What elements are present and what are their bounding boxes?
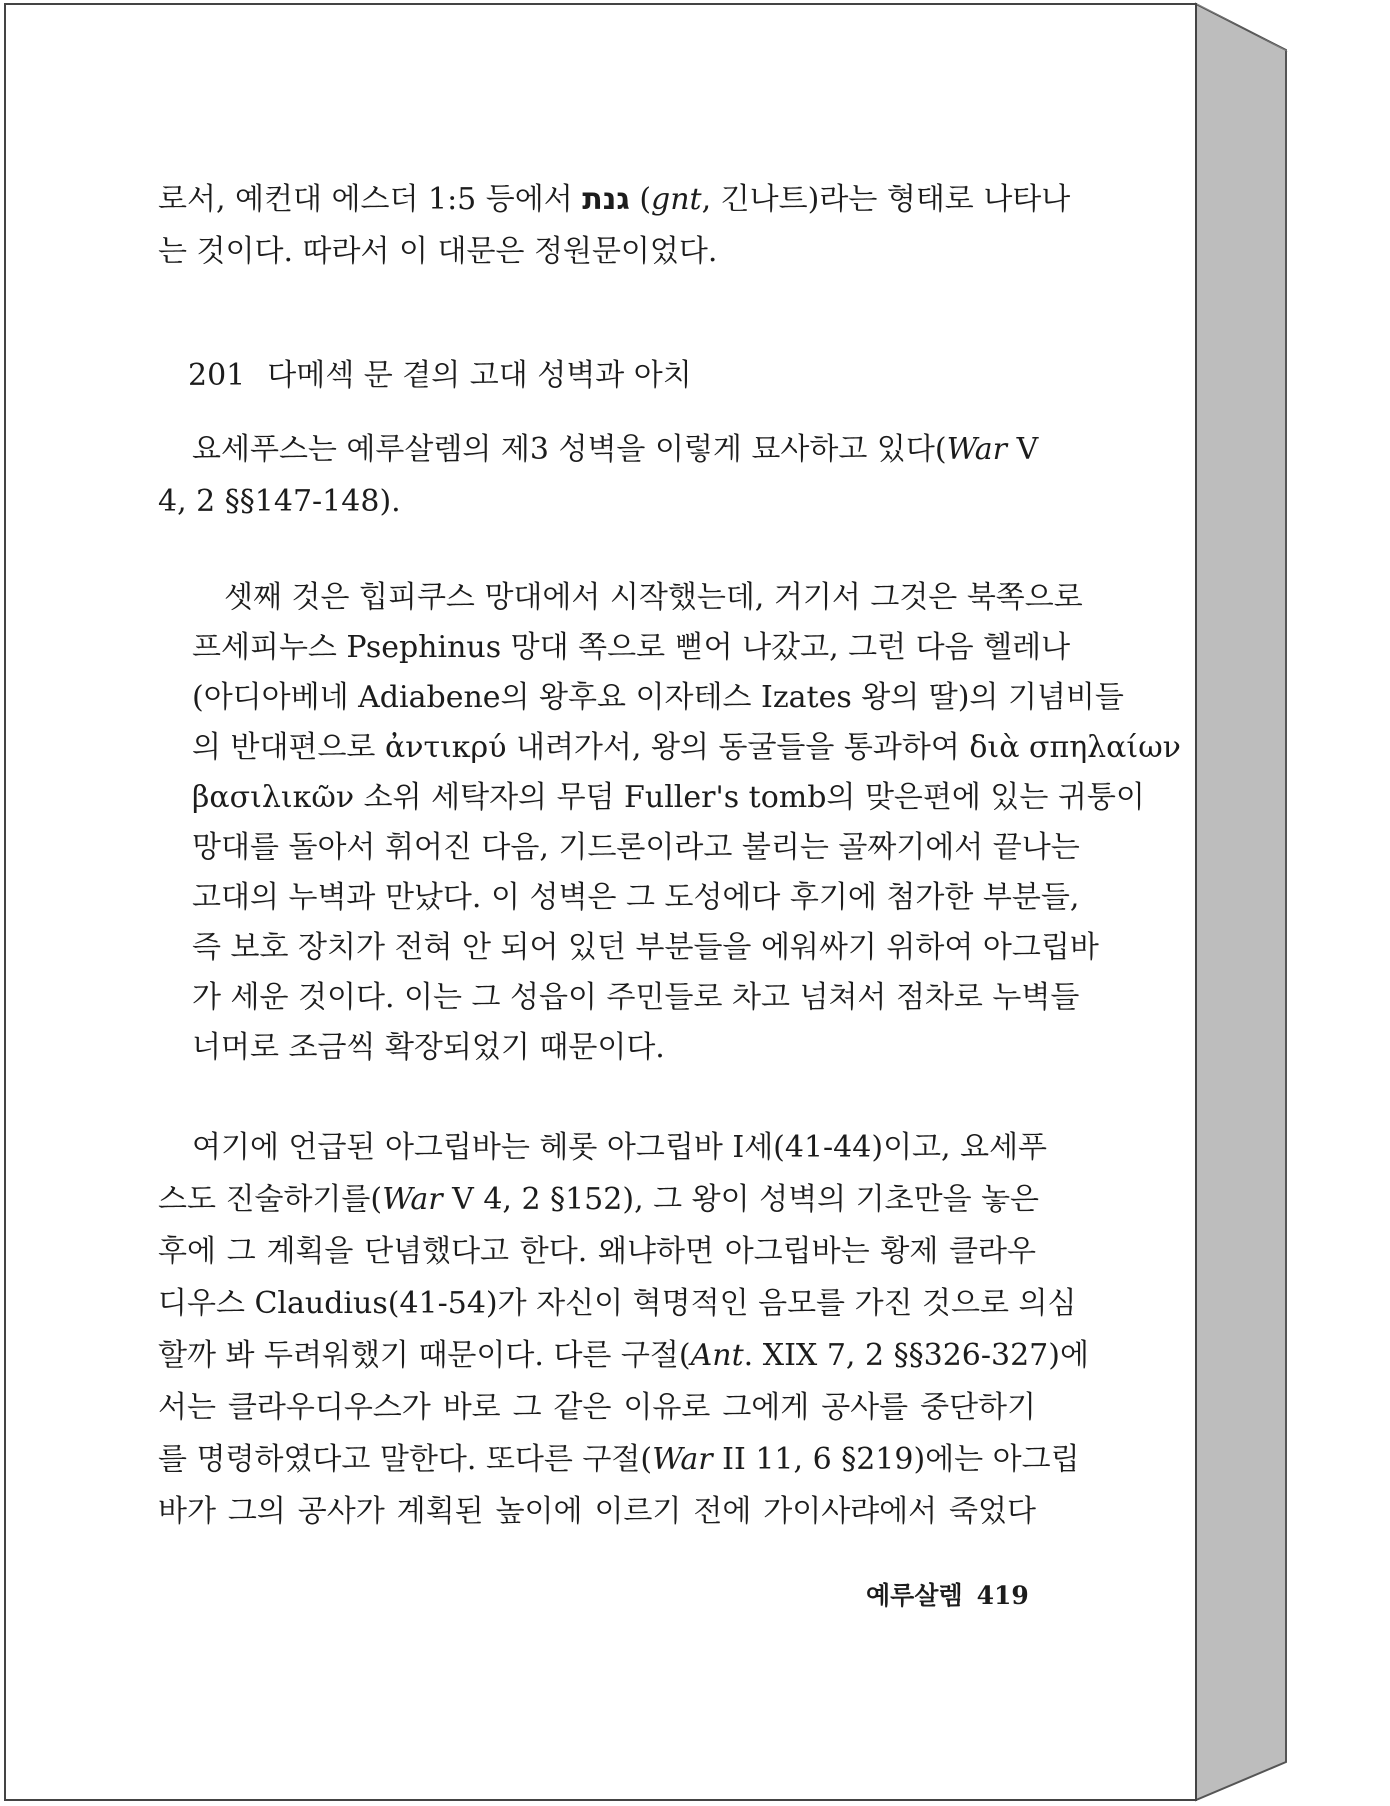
quote-line-2: 프세피누스 Psephinus 망대 쪽으로 뻗어 나갔고, 그런 다음 헬레나 bbox=[192, 630, 1071, 665]
book-spine-edge bbox=[1196, 4, 1286, 1800]
quote-line-9: 가 세운 것이다. 이는 그 성읍이 주민들로 차고 넘쳐서 점차로 누벽들 bbox=[192, 980, 1080, 1015]
page-footer bbox=[866, 1576, 1029, 1612]
section-heading bbox=[188, 356, 788, 396]
quote-line-4: 의 반대편으로 ἀντικρύ 내려가서, 왕의 동굴들을 통과하여 διὰ σπηλαίων bbox=[192, 730, 1181, 765]
para1-line-1: 요세푸스는 예루살렘의 제3 성벽을 이렇게 묘사하고 있다(War V bbox=[192, 432, 1039, 467]
section-number: 201 bbox=[188, 358, 246, 393]
intro-line-2: 는 것이다. 따라서 이 대문은 정원문이었다. bbox=[158, 234, 718, 269]
intro-line-1: 로서, 예컨대 에스더 1:5 등에서 גנת (gnt, 긴나트)라는 형태로 나타나 bbox=[158, 182, 1071, 217]
hebrew-word: גנת bbox=[582, 182, 630, 217]
para1-line-2: 4, 2 §§147-148). bbox=[158, 484, 401, 519]
para2-line-4: 디우스 Claudius(41-54)가 자신이 혁명적인 음모를 가진 것으로 의심 bbox=[158, 1286, 1077, 1321]
quote-line-10: 너머로 조금씩 확장되었기 때문이다. bbox=[192, 1030, 665, 1065]
para2-line-6: 서는 클라우디우스가 바로 그 같은 이유로 그에게 공사를 중단하기 bbox=[158, 1390, 1036, 1425]
quote-line-3: (아디아베네 Adiabene의 왕후요 이자테스 Izates 왕의 딸)의 기념비들 bbox=[192, 680, 1124, 715]
para2-line-8: 바가 그의 공사가 계획된 높이에 이르기 전에 가이사랴에서 죽었다 bbox=[158, 1494, 1036, 1529]
quote-line-6: 망대를 돌아서 휘어진 다음, 기드론이라고 불리는 골짜기에서 끝나는 bbox=[192, 830, 1080, 865]
para2-line-7: 를 명령하였다고 말한다. 또다른 구절(War II 11, 6 §219)에는 아그립 bbox=[158, 1442, 1080, 1477]
quote-line-7: 고대의 누벽과 만났다. 이 성벽은 그 도성에다 후기에 첨가한 부분들, bbox=[192, 880, 1080, 915]
para2-line-3: 후에 그 계획을 단념했다고 한다. 왜냐하면 아그립바는 황제 클라우 bbox=[158, 1234, 1036, 1269]
quote-line-5: βασιλικῶν 소위 세탁자의 무덤 Fuller's tomb의 맞은편에 있는 귀퉁이 bbox=[192, 780, 1145, 815]
book-page bbox=[6, 6, 1196, 1800]
para2-line-5: 할까 봐 두려워했기 때문이다. 다른 구절(Ant. XIX 7, 2 §§326-327)에 bbox=[158, 1338, 1089, 1373]
quote-line-8: 즉 보호 장치가 전혀 안 되어 있던 부분들을 에워싸기 위하여 아그립바 bbox=[192, 930, 1099, 965]
section-title: 다메섹 문 곁의 고대 성벽과 아치 bbox=[267, 358, 692, 393]
running-head: 예루살렘 bbox=[866, 1581, 963, 1610]
para2-line-2: 스도 진술하기를(War V 4, 2 §152), 그 왕이 성벽의 기초만을 놓은 bbox=[158, 1182, 1040, 1217]
quote-line-1: 셋째 것은 힙피쿠스 망대에서 시작했는데, 거기서 그것은 북쪽으로 bbox=[224, 580, 1083, 615]
page-number: 419 bbox=[976, 1581, 1029, 1610]
para2-line-1: 여기에 언급된 아그립바는 헤롯 아그립바 I세(41-44)이고, 요세푸 bbox=[192, 1130, 1048, 1165]
